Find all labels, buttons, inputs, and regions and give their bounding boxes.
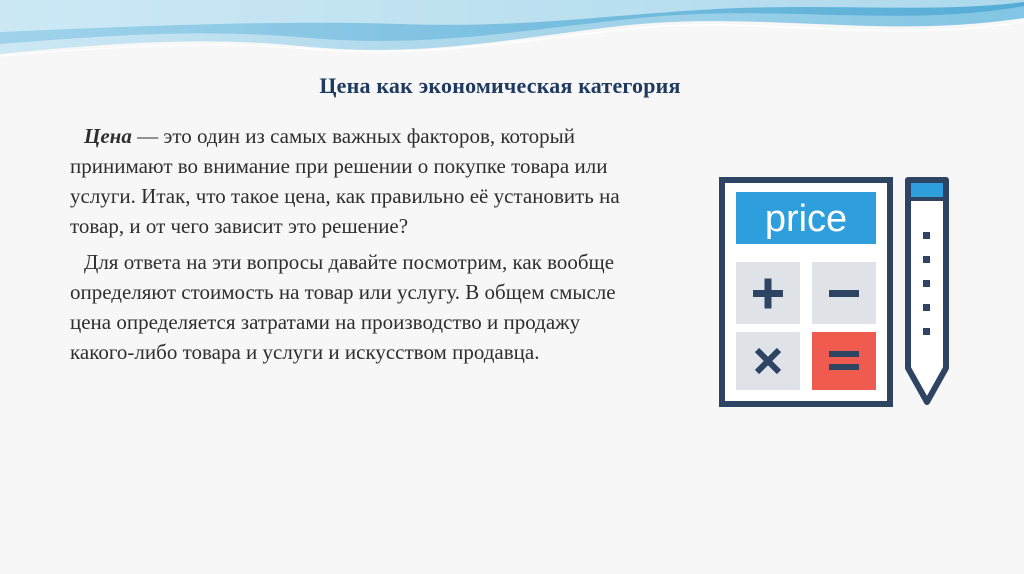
calculator-pencil-illustration — [716, 172, 956, 412]
term-price: Цена — [84, 124, 132, 148]
slide-title: Цена как экономическая категория — [319, 73, 681, 98]
paragraph-2-text: Для ответа на эти вопросы давайте посмотрим, как вообще определяют стоимость на товар или услугу. В общем смысле цена определяется затратами на производство и продажу какого-либо товара и услуги и искусством продавца. — [70, 250, 616, 364]
pencil-icon — [908, 180, 946, 402]
paragraph-price-determination — [70, 247, 640, 367]
minus-icon — [829, 290, 859, 297]
paragraph-1-text: — это один из самых важных факторов, который принимают во внимание при решении о покупке товара или услуги. Итак, что такое цена, как правильно её установить на товар, и от чего зависит это решение? — [70, 124, 620, 238]
slide-body — [70, 121, 640, 373]
calculator-icon — [722, 180, 890, 404]
paragraph-price-definition — [70, 121, 640, 241]
display-text: price — [764, 198, 848, 240]
wave-header-decoration — [0, 0, 1024, 62]
